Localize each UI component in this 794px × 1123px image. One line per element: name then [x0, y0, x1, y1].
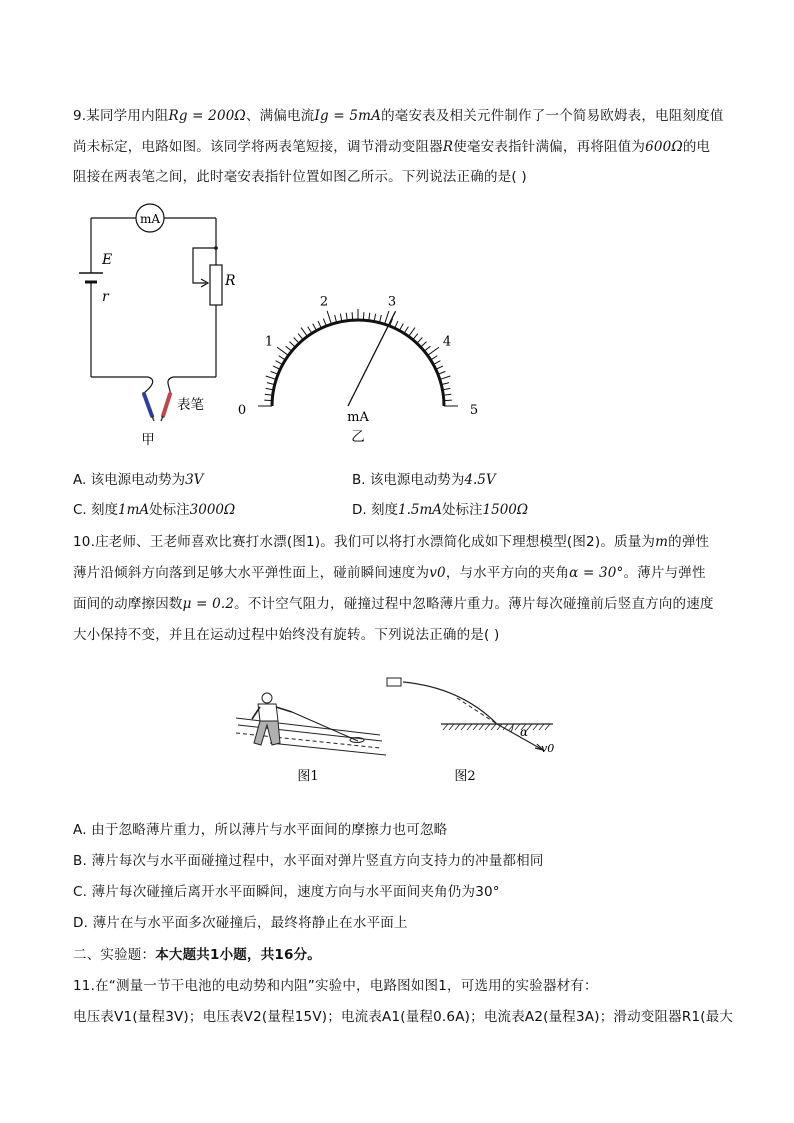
dial-unit-label: mA [347, 410, 369, 425]
dial-tick [301, 328, 307, 337]
dial-tick-label: 4 [442, 334, 452, 350]
meter-label: mA [139, 212, 161, 226]
circuit-diagram [60, 200, 240, 450]
probe-right [161, 394, 170, 421]
rheostat [210, 265, 222, 305]
q10-line-1: 10.庄老师、王老师喜欢比赛打水漂(图1)。我们可以将打水漂简化成如下理想模型(图2)。质量为m的弹性 [73, 534, 710, 550]
hatch-line [545, 724, 550, 730]
emf-label: E [102, 252, 113, 268]
dial-tick [440, 376, 450, 379]
dial-caption: 乙 [351, 429, 365, 445]
dial-tick-label: 0 [237, 403, 247, 418]
hatch-line [443, 724, 448, 730]
hatch-line [479, 724, 484, 730]
circuit-caption: 甲 [141, 432, 155, 448]
q11-line-2: 电压表V1(量程3V)；电压表V2(量程15V)；电流表A1(量程0.6A)；电流表A2(量程3A)；滑动变阻器R1(最大 [73, 1009, 734, 1025]
q9-Rg: Rg = 200Ω [168, 108, 246, 124]
q9-R600: 600Ω [645, 139, 683, 155]
junction-dot [214, 246, 218, 250]
hatch-line [539, 724, 544, 730]
trajectory-curve [403, 682, 497, 724]
q9-Ig: Ig = 5mA [314, 108, 382, 124]
rheostat-label: R [225, 273, 236, 289]
q10-alpha: α = 30° [569, 565, 624, 581]
hatch-line [509, 724, 514, 730]
q10-mu: μ = 0.2 [182, 596, 235, 612]
dial-tick-label: 5 [469, 403, 479, 418]
figure-1-stone-skipping [230, 685, 400, 785]
section-2-heading: 二、实验题：本大题共1小题，共16分。 [73, 947, 322, 963]
hatch-line [473, 724, 478, 730]
q9-option-b[interactable]: B. 该电源电动势为4.5V [352, 472, 496, 488]
dial-tick-label: 3 [387, 294, 397, 310]
hatch-line [533, 724, 538, 730]
q9-line-1 [73, 104, 724, 124]
q10-option-c[interactable]: C. 薄片每次碰撞后离开水平面瞬间，速度方向与水平面间夹角仍为30° [73, 884, 500, 900]
surface-hatching [443, 724, 550, 730]
dial-pointer [348, 311, 396, 406]
dial-tick [409, 328, 415, 337]
dial-arc [272, 320, 444, 406]
flake [387, 678, 401, 686]
q11-line-1: 11.在“测量一节干电池的电动势和内阻”实验中，电路图如图1，可选用的实验器材有： [73, 978, 598, 994]
q10-option-b[interactable]: B. 薄片每次与水平面碰撞过程中，水平面对弹片竖直方向支持力的冲量都相同 [73, 853, 544, 869]
dial-tick [277, 347, 288, 355]
dial-tick-label: 2 [319, 294, 329, 310]
hatch-line [485, 724, 490, 730]
q9-option-c[interactable]: C. 刻度1mA处标注3000Ω [73, 502, 236, 518]
q9-text: 使毫安表指针满偏，再将阻值为 [453, 139, 646, 155]
q9-line-2 [73, 135, 710, 155]
dial-tick [385, 311, 389, 324]
q10-line-3: 面间的动摩擦因数μ = 0.2。不计空气阻力，碰撞过程中忽略薄片重力。薄片每次碰撞前后竖直方向的速度 [73, 596, 714, 612]
dial-tick-label: 1 [264, 334, 274, 350]
person-figure [252, 693, 292, 745]
q9-option-a[interactable]: A. 该电源电动势为3V [73, 472, 204, 488]
dial-tick [327, 311, 331, 324]
q9-text: 的电 [682, 139, 711, 155]
water-line [270, 743, 386, 755]
q9-text: 尚未标定，电路如图。该同学将两表笔短接，调节滑动变阻器 [73, 139, 443, 155]
dial-tick [428, 347, 439, 355]
angle-alpha-label: α [520, 725, 529, 739]
tangent-line [457, 698, 497, 724]
probe-left [144, 394, 154, 421]
hatch-line [491, 724, 496, 730]
hatch-line [461, 724, 466, 730]
q9-text: 9.某同学用内阻 [73, 108, 169, 124]
q10-line-2: 薄片沿倾斜方向落到足够大水平弹性面上，碰前瞬间速度为v0，与水平方向的夹角α = 30°。薄片与弹性 [73, 565, 706, 581]
v0-label: v0 [541, 742, 555, 755]
meter-dial [230, 290, 490, 450]
q9-line-3: 阻接在两表笔之间，此时毫安表指针位置如图乙所示。下列说法正确的是( ) [73, 169, 527, 185]
q9-option-d[interactable]: D. 刻度1.5mA处标注1500Ω [352, 502, 529, 518]
figure-1-caption: 图1 [297, 769, 319, 784]
hatch-line [467, 724, 472, 730]
q10-option-d[interactable]: D. 薄片在与水平面多次碰撞后，最终将静止在水平面上 [73, 915, 408, 931]
q10-v0: v0 [429, 565, 446, 581]
hatch-line [449, 724, 454, 730]
internal-r-label: r [102, 289, 109, 305]
throw-path [292, 712, 358, 741]
probe-lead-left [144, 377, 153, 393]
q9-R: R [442, 139, 454, 155]
q9-text: 的毫安表及相关元件制作了一个简易欧姆表，电阻刻度值 [381, 108, 724, 124]
q10-option-a[interactable]: A. 由于忽略薄片重力，所以薄片与水平面间的摩擦力也可忽略 [73, 822, 448, 838]
probe-lead-right [168, 377, 173, 393]
q10-mass: m [655, 534, 669, 550]
q9-text: 、满偏电流 [245, 108, 315, 124]
figure-2-model [385, 672, 560, 787]
dial-tick [266, 376, 276, 379]
figure-2-caption: 图2 [454, 769, 476, 784]
hatch-line [455, 724, 460, 730]
q10-line-4: 大小保持不变，并且在运动过程中始终没有旋转。下列说法正确的是( ) [73, 627, 500, 643]
probe-label: 表笔 [177, 397, 204, 413]
